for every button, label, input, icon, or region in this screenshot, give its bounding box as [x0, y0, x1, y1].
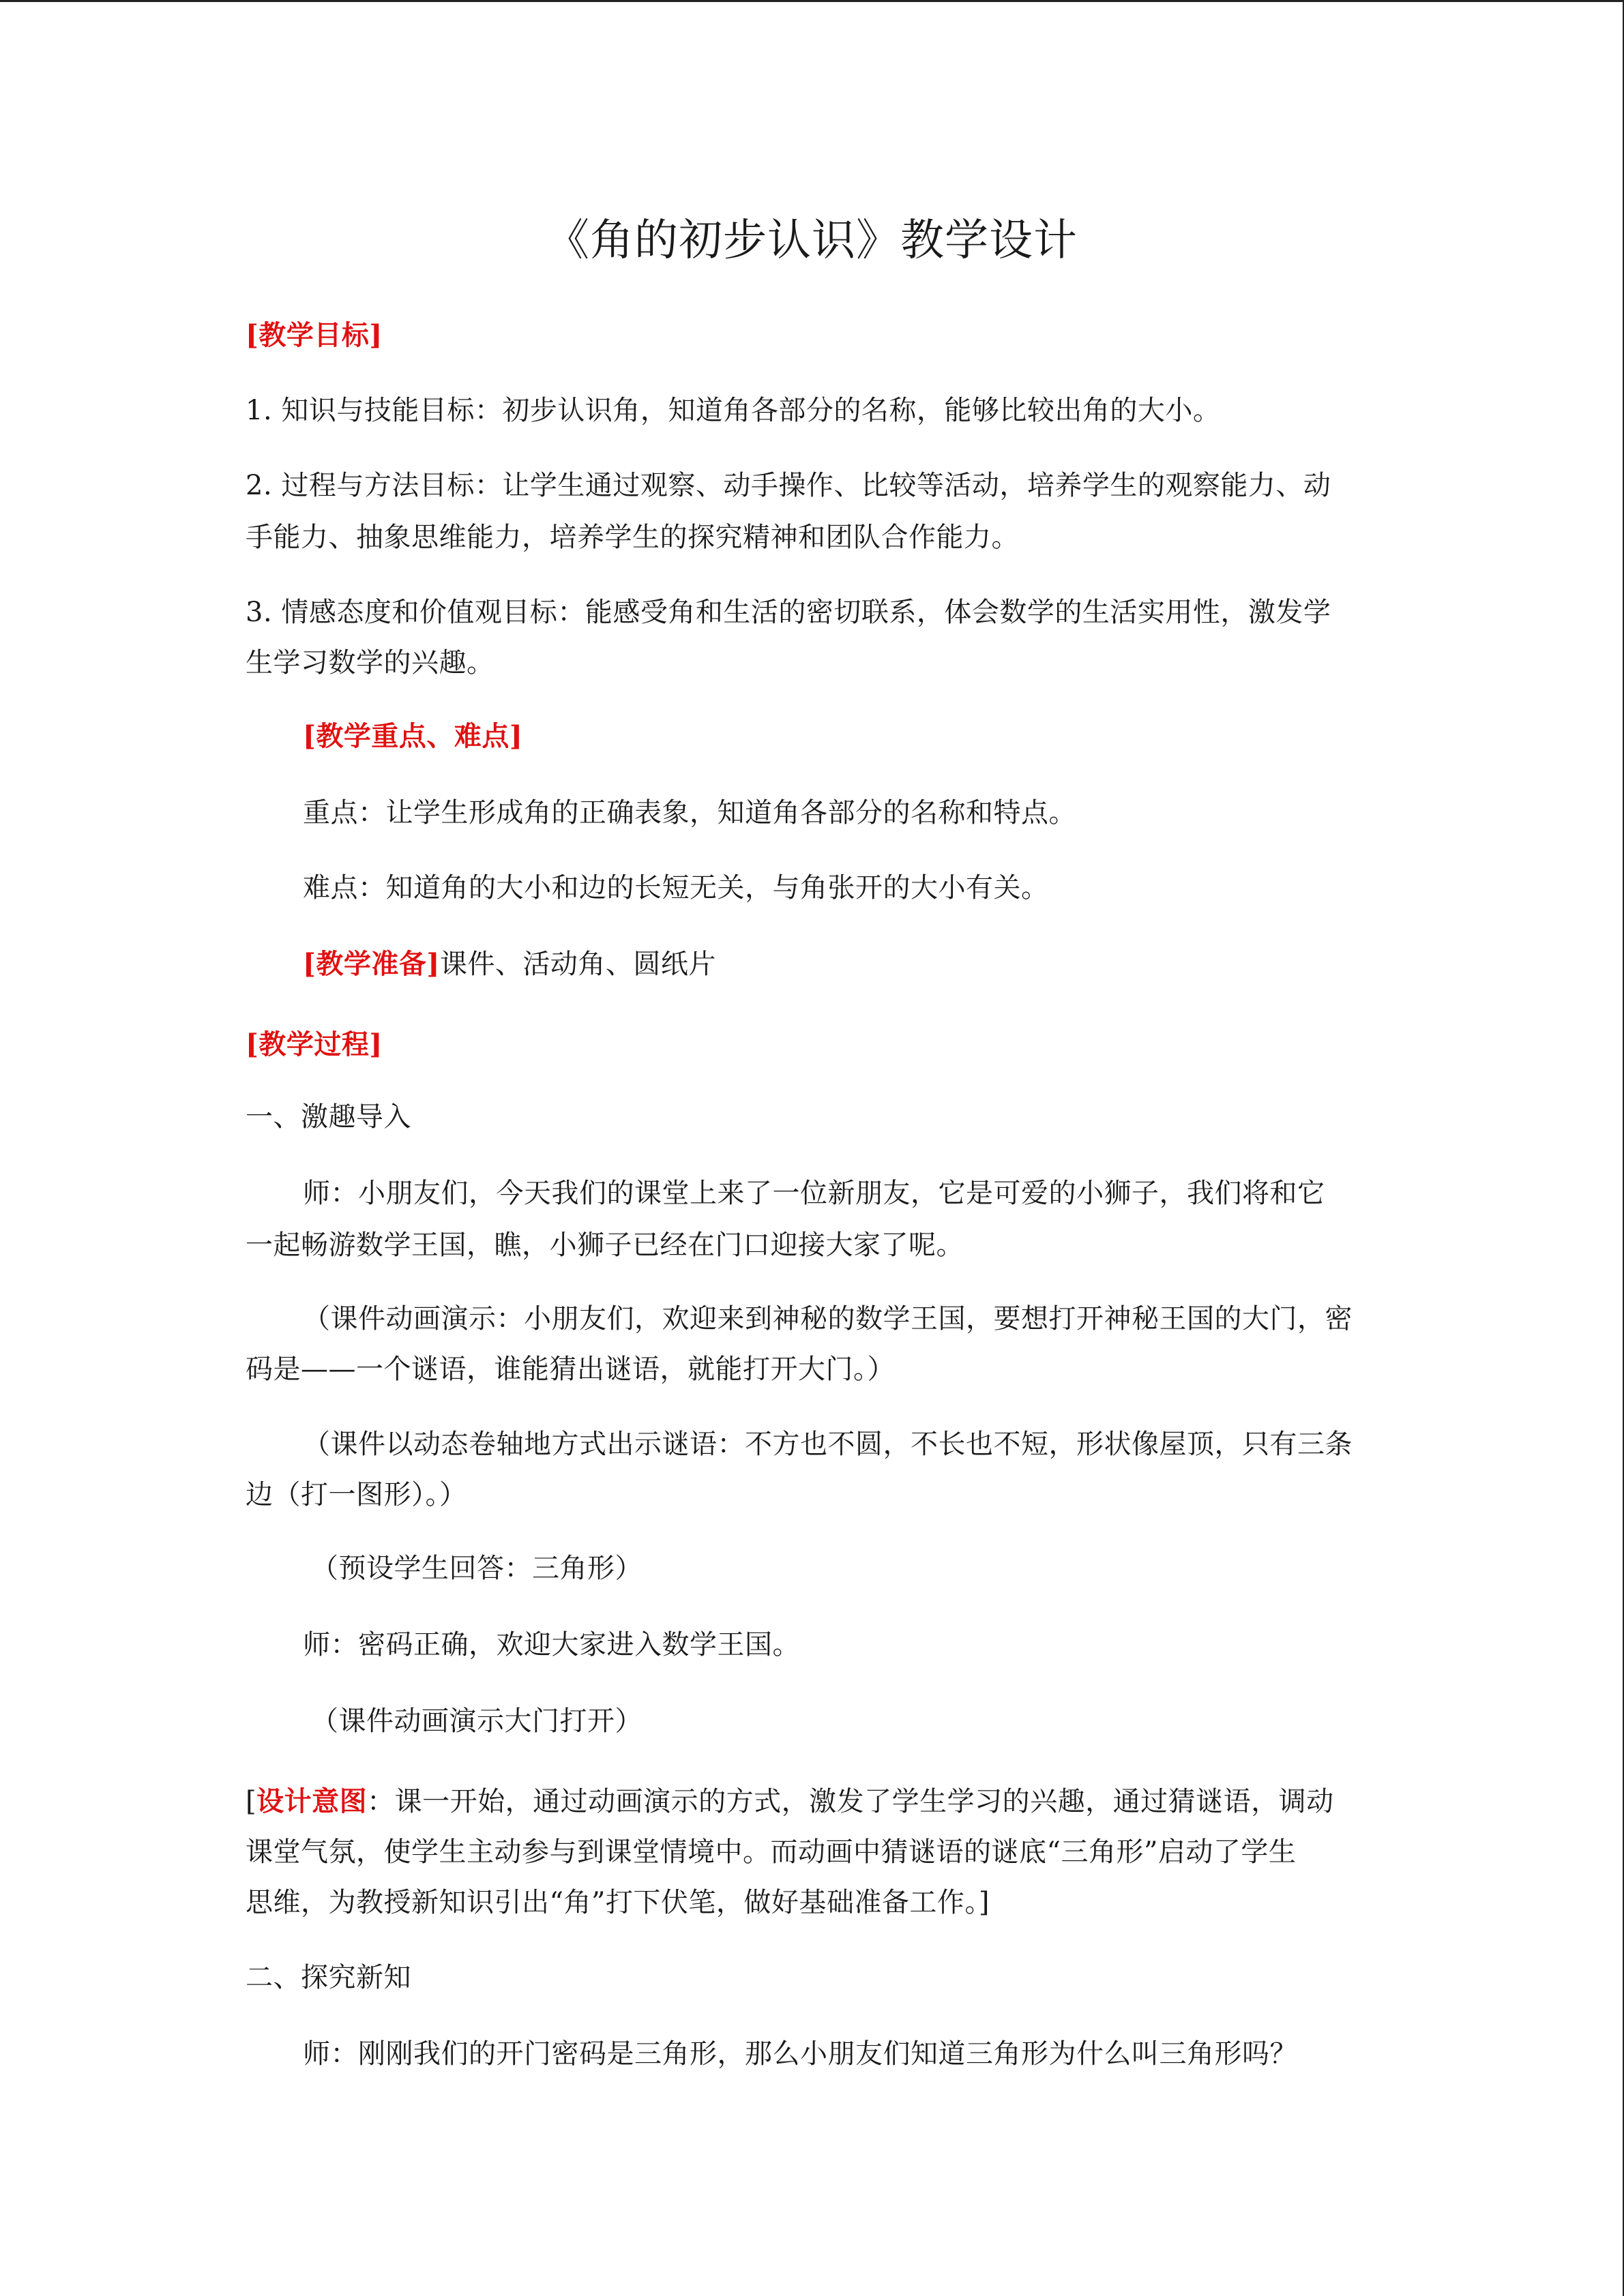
paragraph-3-line2: 边（打一图形）。） [246, 1479, 467, 1510]
paragraph-1-line2: 一起畅游数学王国，瞧，小狮子已经在门口迎接大家了呢。 [246, 1229, 964, 1261]
paragraph-2-line1: （课件动画演示：小朋友们，欢迎来到神秘的数学王国，要想打开神秘王国的大门，密 [303, 1303, 1353, 1335]
key-point-focus: 重点：让学生形成角的正确表象，知道角各部分的名称和特点。 [303, 797, 1076, 829]
design-intent-line3: 思维，为教授新知识引出“角”打下伏笔，做好基础准备工作。] [246, 1887, 990, 1918]
objective-1: 1. 知识与技能目标：初步认识角，知道角各部分的名称，能够比较出角的大小。 [246, 395, 1221, 426]
paragraph-4: （预设学生回答：三角形） [311, 1553, 643, 1584]
design-intent-text1: ：课一开始，通过动画演示的方式，激发了学生学习的兴趣，通过猜谜语，调动 [367, 1786, 1334, 1817]
preparation-heading: [教学准备] [303, 948, 440, 980]
key-point-difficulty: 难点：知道角的大小和边的长短无关，与角张开的大小有关。 [303, 872, 1049, 904]
paragraph-6: （课件动画演示大门打开） [311, 1705, 643, 1737]
paragraph-5: 师：密码正确，欢迎大家进入数学王国。 [303, 1629, 800, 1660]
objective-2-line2: 手能力、抽象思维能力，培养学生的探究精神和团队合作能力。 [246, 522, 1019, 553]
top-border [0, 0, 1624, 2]
paragraph-2-line2: 码是——一个谜语，谁能猜出谜语，就能打开大门。） [246, 1354, 895, 1385]
design-intent-line2: 课堂气氛，使学生主动参与到课堂情境中。而动画中猜谜语的谜底“三角形”启动了学生 [246, 1836, 1297, 1868]
design-bracket-open: [ [246, 1786, 257, 1817]
paragraph-7: 师：刚刚我们的开门密码是三角形，那么小朋友们知道三角形为什么叫三角形吗？ [303, 2038, 1297, 2070]
objective-3-line2: 生学习数学的兴趣。 [246, 647, 494, 679]
objective-3-line1: 3. 情感态度和价值观目标：能感受角和生活的密切联系，体会数学的生活实用性，激发学 [246, 597, 1331, 628]
section-2-title: 二、探究新知 [246, 1962, 411, 1993]
paragraph-1-line1: 师：小朋友们，今天我们的课堂上来了一位新朋友，它是可爱的小狮子，我们将和它 [303, 1178, 1325, 1209]
design-intent-line1 [246, 1774, 1378, 1829]
preparation-text: 课件、活动角、圆纸片 [439, 949, 716, 980]
objectives-heading: [教学目标] [246, 319, 383, 351]
preparation-line [303, 937, 1378, 992]
design-intent-label: 设计意图 [256, 1785, 368, 1817]
page-title: 《角的初步认识》教学设计 [546, 215, 1078, 266]
section-1-title: 一、激趣导入 [246, 1101, 411, 1133]
objective-2-line1: 2. 过程与方法目标：让学生通过观察、动手操作、比较等活动，培养学生的观察能力、动 [246, 470, 1331, 501]
key-points-heading: [教学重点、难点] [303, 720, 523, 752]
paragraph-3-line1: （课件以动态卷轴地方式出示谜语：不方也不圆，不长也不短，形状像屋顶，只有三条 [303, 1429, 1353, 1460]
process-heading: [教学过程] [246, 1028, 383, 1060]
